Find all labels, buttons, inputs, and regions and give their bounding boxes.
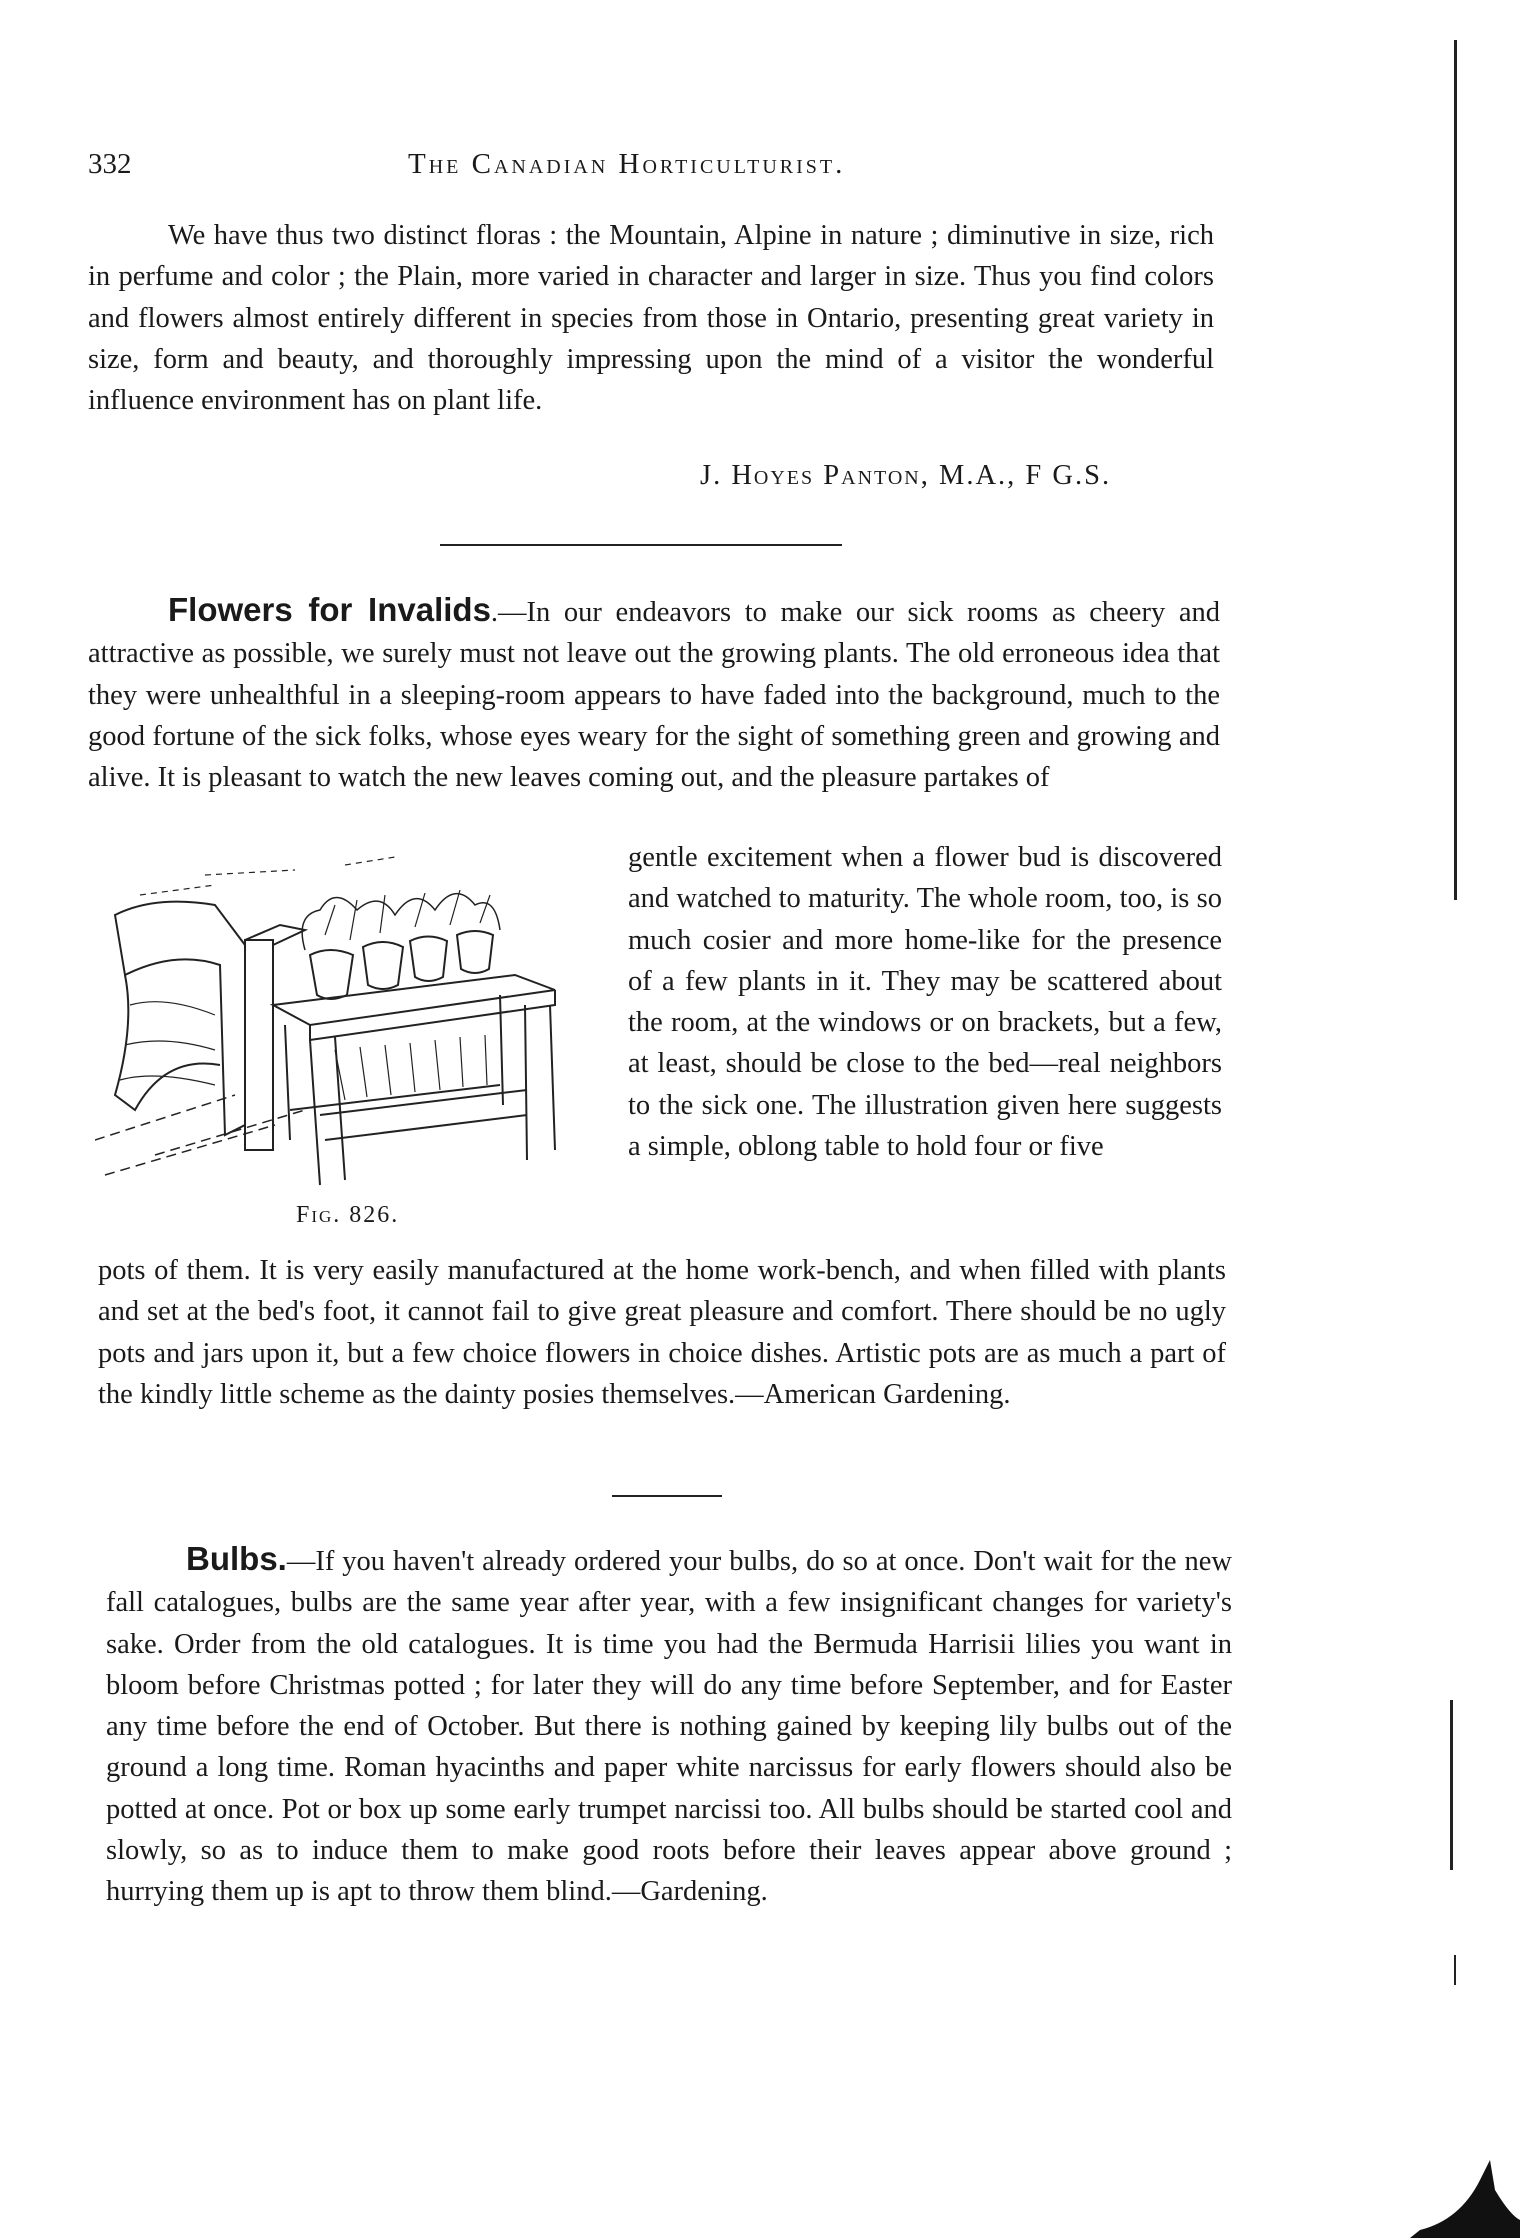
floras-paragraph: We have thus two distinct floras : the Mountain, Alpine in nature ; diminutive in size, rich in perfume and color ; the Plain, more varied in character and larger in size. Thus you find colors and flowers almost entirely different in species from those in Ontario, presenting great variety in size, form and beauty, and thoroughly impressing upon the mind of a visitor the wonderful influence environment has on plant life. [88, 220, 1214, 417]
invalids-intro-block [88, 589, 1220, 798]
invalids-beside-figure-text: gentle excitement when a flower bud is discovered and watched to maturity. The whole room, too, is so much cosier and more home-like for the presence of a few plants in it. They may be scattered about the room, at the windows or on brackets, but a few, at least, should be close to the bed—real neighbors to the sick one. The illustration given here suggests a simple, oblong table to hold four or five [628, 842, 1222, 1163]
figure-illustration [95, 855, 595, 1200]
page-number: 332 [88, 148, 132, 180]
invalids-after-figure-text: pots of them. It is very easily manufactured at the home work-bench, and when filled with plants and set at the bed's foot, it cannot fail to give great pleasure and comfort. There should be no ugly pots and jars upon it, but a few choice flowers in choice dishes. Artistic pots are as much a part of the kindly little scheme as the dainty posies themselves.—American Gardening. [98, 1255, 1226, 1410]
section-divider [440, 544, 842, 546]
scan-edge-line [1454, 40, 1457, 900]
invalids-heading: Flowers for Invalids [168, 591, 491, 628]
section-divider-short [612, 1495, 722, 1497]
floras-paragraph-block [88, 215, 1214, 421]
plant-table-drawing [95, 855, 595, 1200]
author-signature: J. Hoyes Panton, M.A., F G.S. [700, 460, 1112, 491]
figure-caption: Fig. 826. [296, 1202, 400, 1228]
invalids-beside-figure-block [628, 837, 1222, 1167]
bulbs-block [106, 1538, 1232, 1913]
scan-edge-mark [1454, 1955, 1456, 1985]
running-title: The Canadian Horticulturist. [408, 148, 846, 180]
bulbs-heading: Bulbs. [186, 1540, 287, 1577]
invalids-intro-text: .—In our endeavors to make our sick rooms as cheery and attractive as possible, we surely must not leave out the growing plants. The old erroneous idea that they were unhealthful in a sleeping-room appears to have faded into the background, much to the good fortune of the sick folks, whose eyes weary for the sight of something green and growing and alive. It is pleasant to watch the new leaves coming out, and the pleasure partakes of [88, 597, 1220, 794]
page-header [88, 148, 1228, 188]
scan-edge-line-lower [1450, 1700, 1453, 1870]
bulbs-text: —If you haven't already ordered your bulbs, do so at once. Don't wait for the new fall catalogues, bulbs are the same year after year, with a few insignificant changes for variety's sake. Order from the old catalogues. It is time you had the Bermuda Harrisii lilies you want in bloom before Christmas potted ; for later they will do any time before September, and for Easter any time before the end of October. But there is nothing gained by keeping lily bulbs out of the ground a long time. Roman hyacinths and paper white narcissus for early flowers should also be potted at once. Pot or box up some early trumpet narcissi too. All bulbs should be started cool and slowly, so as to induce them to make good roots before their leaves appear above ground ; hurrying them up is apt to throw them blind.—Gardening. [106, 1546, 1232, 1908]
scan-corner-mark [1400, 2160, 1520, 2238]
invalids-after-figure-block [98, 1250, 1226, 1415]
